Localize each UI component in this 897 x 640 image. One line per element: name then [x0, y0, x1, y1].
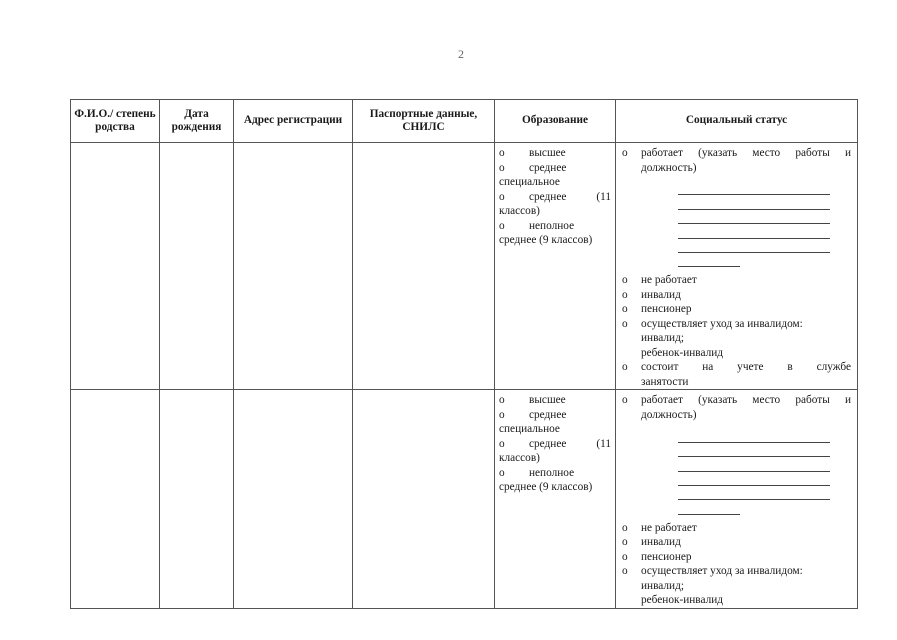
bullet-icon: o — [622, 288, 628, 301]
table-row — [71, 143, 858, 390]
status-option-pensioner[interactable]: o пенсионер — [622, 550, 692, 563]
header-registration-address: Адрес регистрации — [234, 100, 353, 143]
table-row — [71, 390, 858, 608]
fill-line — [678, 457, 830, 471]
status-option-pensioner[interactable]: o пенсионер — [622, 303, 692, 316]
fill-line — [678, 239, 830, 253]
status-option-not-working[interactable]: o не работает — [622, 274, 697, 287]
header-birth-date: Дата рождения — [160, 100, 234, 143]
status-option-registered-employment[interactable]: o состоит на учете в службе — [622, 361, 851, 374]
bullet-icon: o — [499, 408, 505, 421]
fill-line — [678, 472, 830, 486]
fill-line — [678, 500, 740, 514]
fill-line — [678, 224, 830, 238]
fill-line — [678, 195, 830, 209]
bullet-icon: o — [622, 536, 628, 549]
education-option-higher[interactable]: o высшее — [499, 147, 566, 159]
status-option-works[interactable]: o работает (указать место работы и — [622, 147, 851, 159]
education-option-secondary-11[interactable]: o среднее (11 — [499, 437, 611, 450]
fill-line — [678, 443, 830, 457]
education-option-incomplete-secondary[interactable]: o неполное — [499, 219, 575, 232]
table-header-row — [71, 100, 858, 143]
header-full-name: Ф.И.О./ степень родства — [71, 100, 160, 143]
status-option-not-working[interactable]: o не работает — [622, 521, 697, 534]
education-option-secondary-special[interactable]: o среднее — [499, 408, 567, 421]
cell-registration-address[interactable] — [234, 143, 353, 390]
header-passport-snils: Паспортные данные, СНИЛС — [353, 100, 495, 143]
bullet-icon: o — [622, 274, 628, 287]
bullet-icon: o — [622, 147, 628, 159]
cell-full-name[interactable] — [71, 143, 160, 390]
education-option-secondary-special[interactable]: o среднее — [499, 161, 567, 174]
cell-passport-snils[interactable] — [353, 143, 495, 390]
bullet-icon: o — [622, 317, 628, 330]
bullet-icon: o — [622, 303, 628, 316]
header-education: Образование — [495, 100, 616, 143]
bullet-icon: o — [622, 565, 628, 578]
cell-registration-address[interactable] — [234, 390, 353, 608]
cell-social-status: o работает (указать место работы и должность) o не работает o инвалид o пенсионер o осуществляет уход за инвалидом: инвалид; ребенок-инвалид o состоит на учете в службе занятости — [616, 143, 858, 390]
fill-line — [678, 210, 830, 224]
header-social-status: Социальный статус — [616, 100, 858, 143]
status-option-caregiver[interactable]: o осуществляет уход за инвалидом: — [622, 317, 803, 330]
cell-birth-date[interactable] — [160, 143, 234, 390]
education-option-higher[interactable]: o высшее — [499, 394, 566, 407]
workplace-fill-lines[interactable] — [678, 181, 851, 267]
page-number: 2 — [458, 47, 464, 61]
fill-line — [678, 181, 830, 195]
status-option-disabled[interactable]: o инвалид — [622, 536, 681, 549]
fill-line — [678, 486, 830, 500]
bullet-icon: o — [499, 161, 505, 174]
cell-passport-snils[interactable] — [353, 390, 495, 608]
status-option-disabled[interactable]: o инвалид — [622, 288, 681, 301]
fill-line — [678, 253, 740, 267]
bullet-icon: o — [499, 219, 505, 232]
bullet-icon: o — [499, 437, 505, 450]
bullet-icon: o — [622, 394, 628, 407]
cell-birth-date[interactable] — [160, 390, 234, 608]
bullet-icon: o — [499, 394, 505, 407]
education-option-incomplete-secondary[interactable]: o неполное — [499, 466, 575, 479]
bullet-icon: o — [622, 361, 628, 374]
bullet-icon: o — [622, 550, 628, 563]
bullet-icon: o — [499, 147, 505, 159]
cell-social-status: o работает (указать место работы и должность) o не работает o инвалид o пенсионер o осуществляет уход за инвалидом: инвалид; ребенок-инвалид — [616, 390, 858, 608]
cell-education: o высшее o среднее специальное o среднее (11 классов) o неполное среднее (9 классов) — [495, 143, 616, 390]
bullet-icon: o — [499, 466, 505, 479]
workplace-fill-lines[interactable] — [678, 428, 851, 514]
bullet-icon: o — [499, 190, 505, 203]
family-members-table — [70, 99, 858, 609]
status-option-works[interactable]: o работает (указать место работы и — [622, 394, 851, 407]
status-option-caregiver[interactable]: o осуществляет уход за инвалидом: — [622, 565, 803, 578]
cell-full-name[interactable] — [71, 390, 160, 608]
bullet-icon: o — [622, 521, 628, 534]
cell-education: o высшее o среднее специальное o среднее (11 классов) o неполное среднее (9 классов) — [495, 390, 616, 608]
fill-line — [678, 428, 830, 442]
education-option-secondary-11[interactable]: o среднее (11 — [499, 190, 611, 203]
